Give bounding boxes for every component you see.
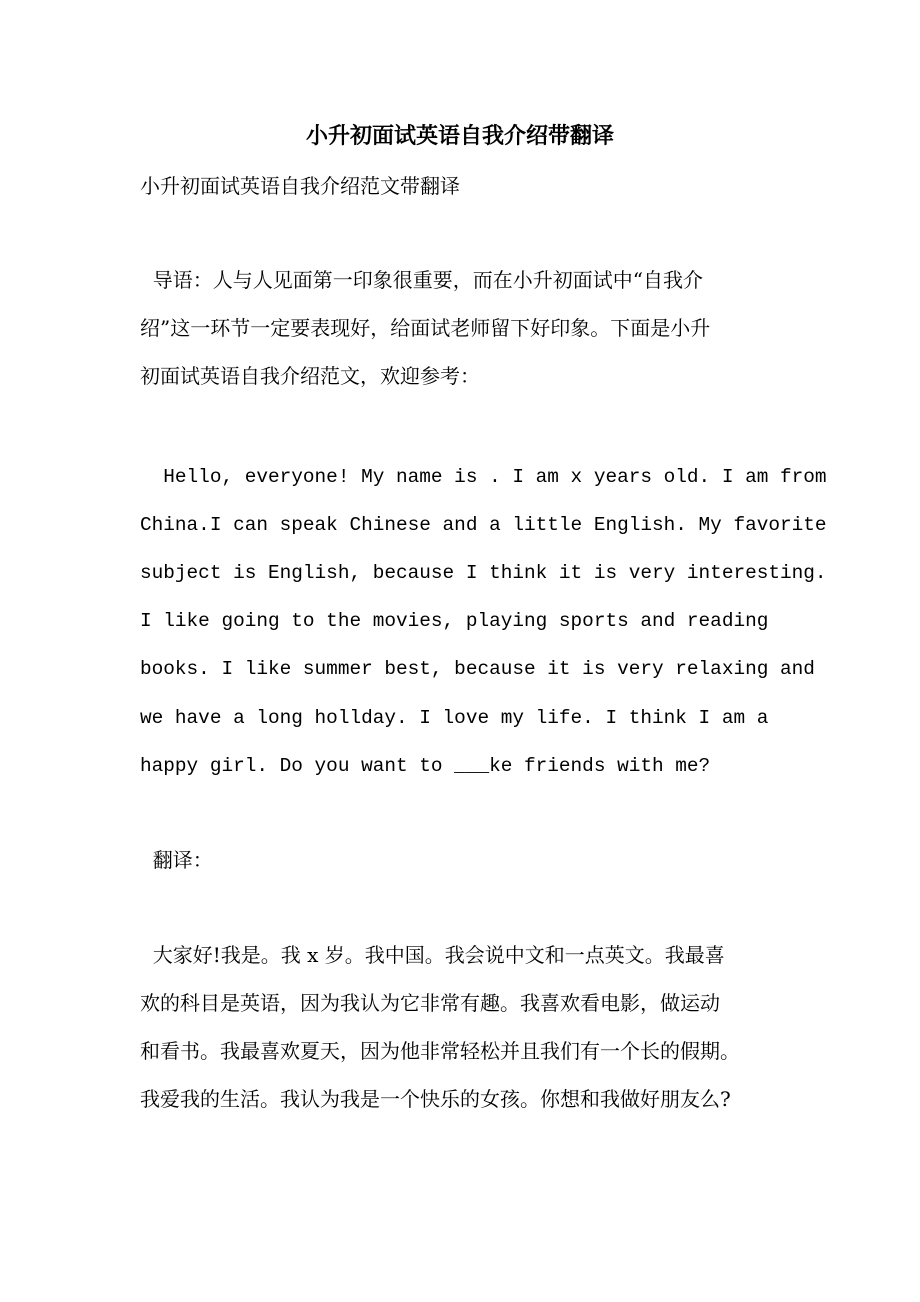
intro-line: 初面试英语自我介绍范文，欢迎参考： xyxy=(140,364,480,388)
chinese-line: 和看书。我最喜欢夏天，因为他非常轻松并且我们有一个长的假期。 xyxy=(140,1039,740,1063)
intro-line: 绍”这一环节一定要表现好，给面试老师留下好印象。下面是小升 xyxy=(140,316,711,340)
english-line: Hello, everyone! My name is . I am x years old. I am from xyxy=(140,466,827,488)
translation-label: 翻译： xyxy=(140,848,213,872)
chinese-line: 我爱我的生活。我认为我是一个快乐的女孩。你想和我做好朋友么? xyxy=(140,1087,731,1111)
english-line: happy girl. Do you want to ___ke friends with me? xyxy=(140,755,711,777)
chinese-line: 欢的科目是英语，因为我认为它非常有趣。我喜欢看电影，做运动 xyxy=(140,991,720,1015)
english-line: I like going to the movies, playing sports and reading xyxy=(140,610,769,632)
english-line: China.I can speak Chinese and a little English. My favorite xyxy=(140,514,827,536)
english-line: books. I like summer best, because it is very relaxing and xyxy=(140,658,815,680)
english-line: we have a long hollday. I love my life. I think I am a xyxy=(140,707,769,729)
document-title: 小升初面试英语自我介绍带翻译 xyxy=(305,123,614,149)
chinese-line: 大家好!我是。我 x 岁。我中国。我会说中文和一点英文。我最喜 xyxy=(140,943,725,967)
intro-line: 导语：人与人见面第一印象很重要，而在小升初面试中“自我介 xyxy=(140,268,703,292)
english-line: subject is English, because I think it is very interesting. xyxy=(140,562,827,584)
document-subtitle: 小升初面试英语自我介绍范文带翻译 xyxy=(140,174,460,198)
